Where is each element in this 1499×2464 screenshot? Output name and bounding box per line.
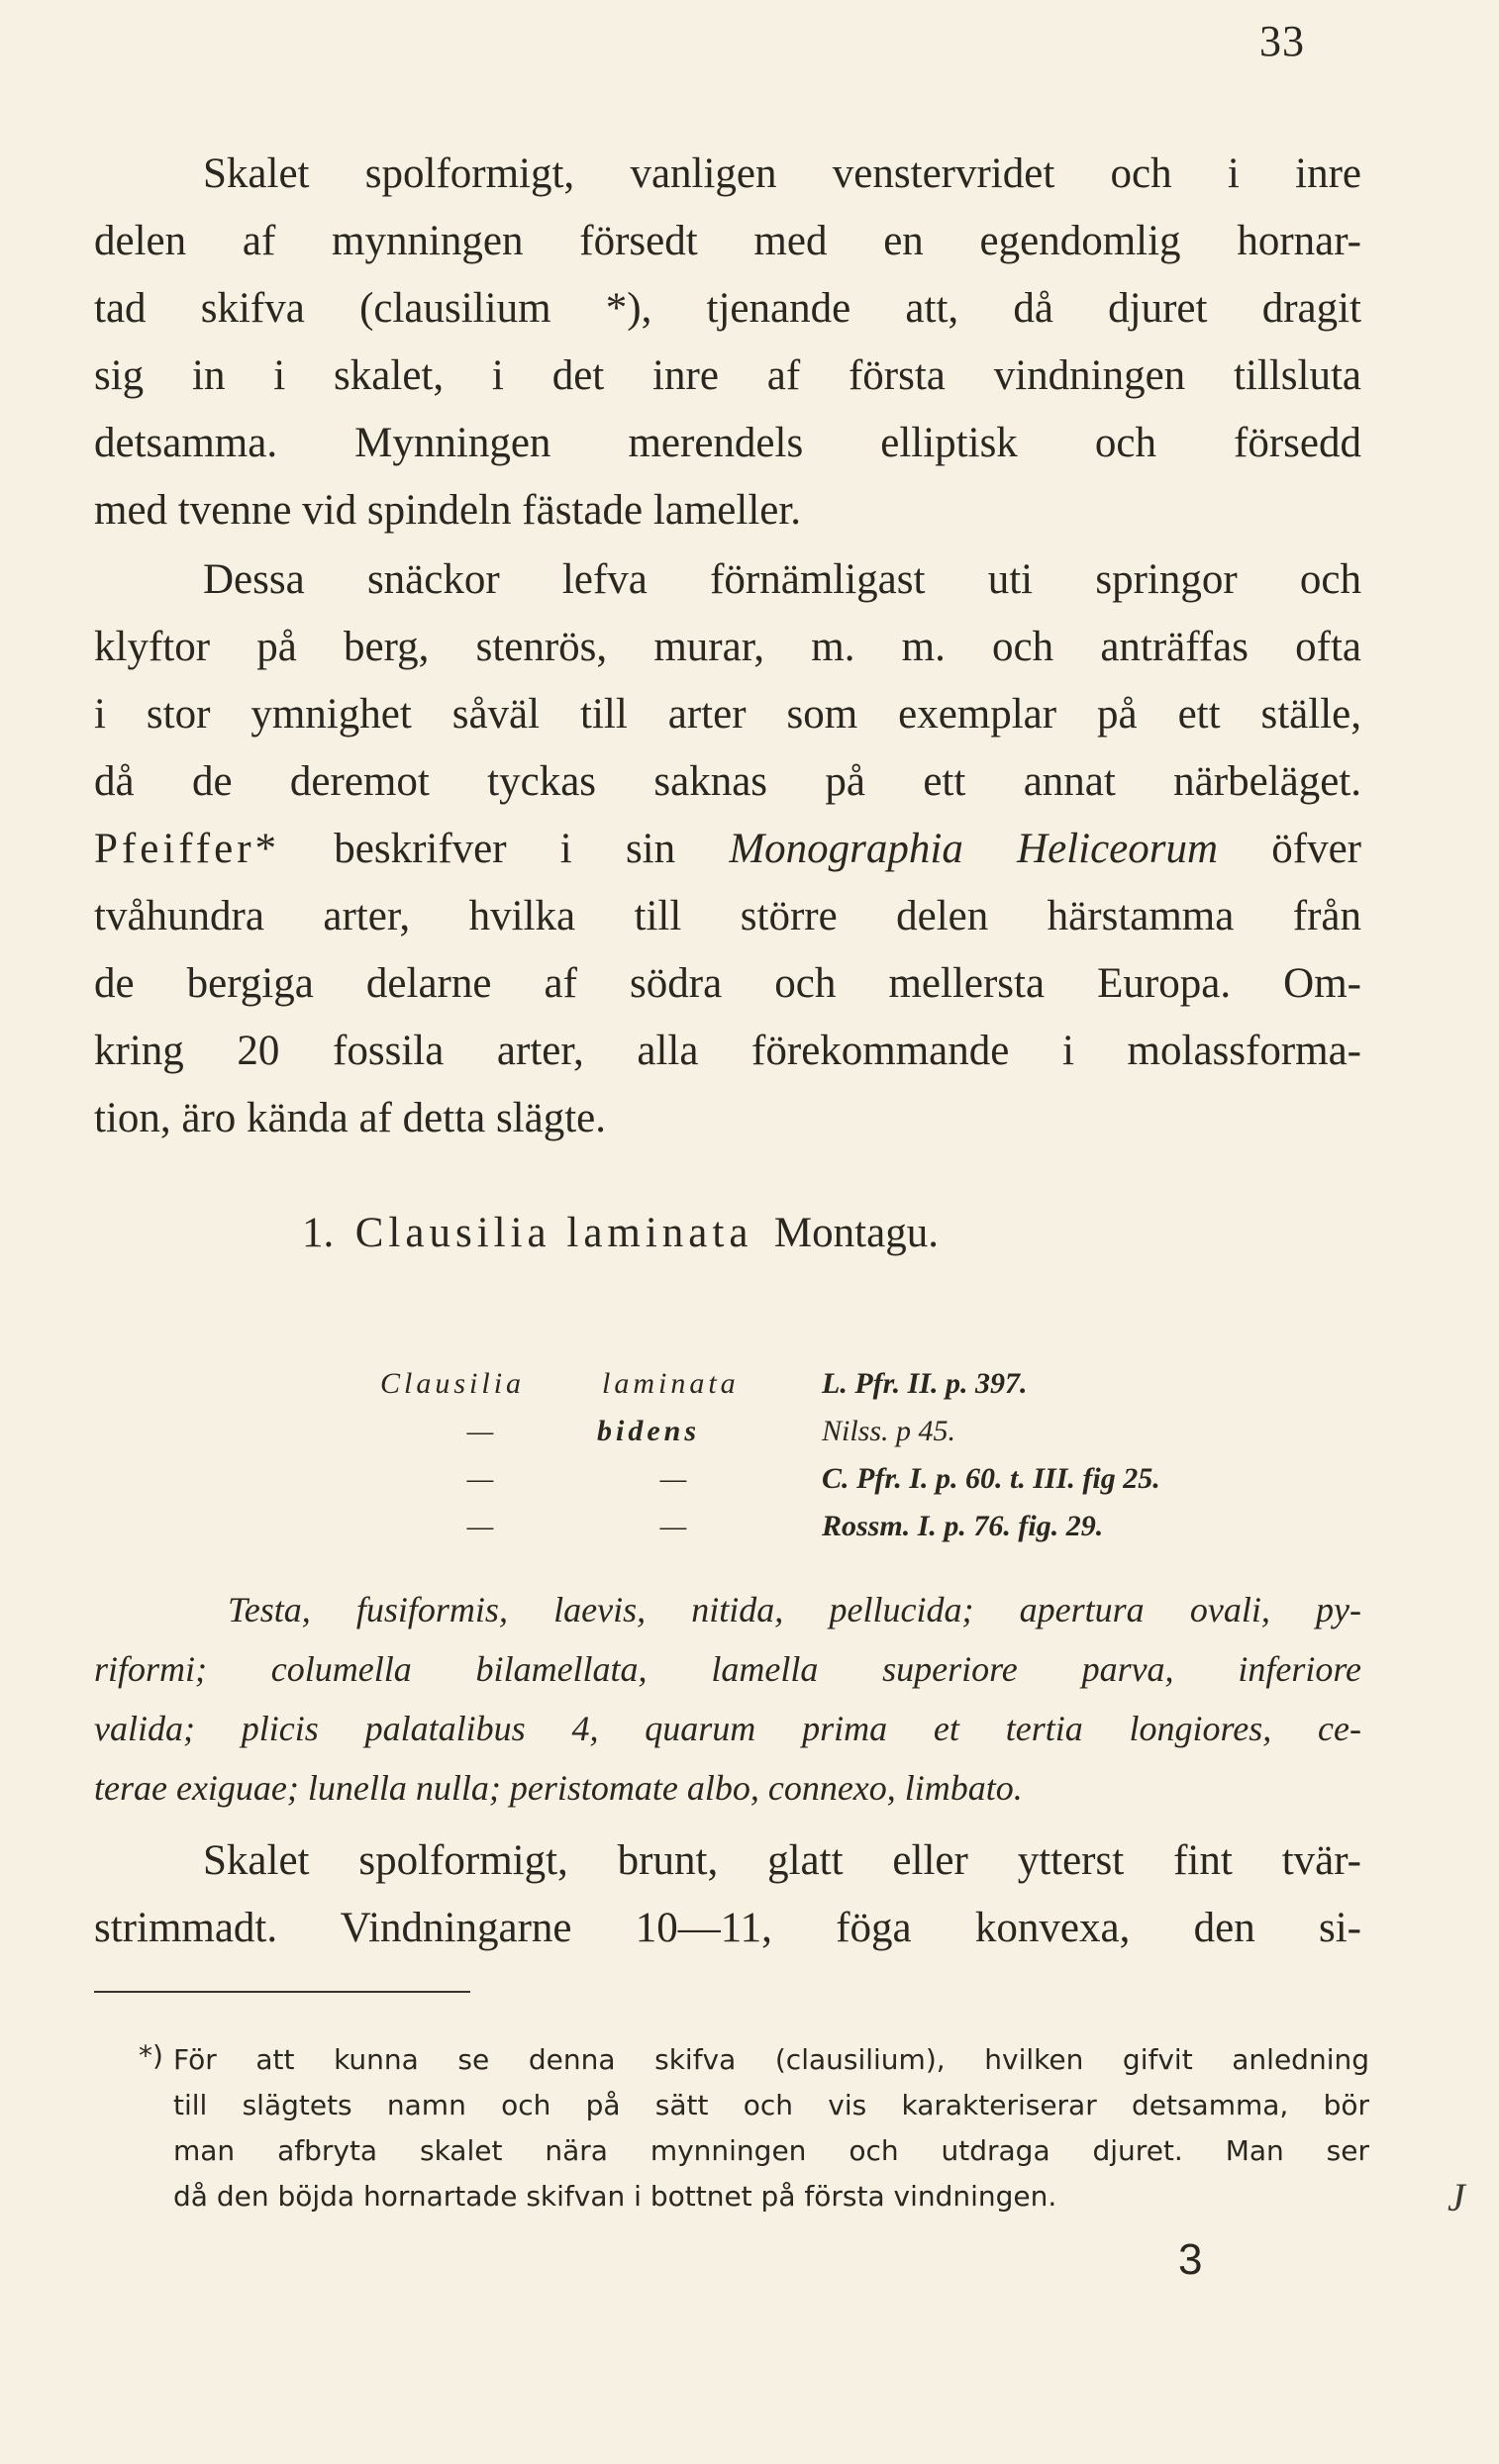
synonym-genus: — — [466, 1415, 494, 1447]
para2-line-6: tvåhundra arter, hvilka till större delen härstamma från — [94, 893, 1361, 939]
para3-line-2: strimmadt. Vindningarne 10—11, föga konvexa, den si- — [94, 1905, 1361, 1951]
monograph-title: Monographia Heliceorum — [729, 826, 1219, 872]
species-number: 1. — [302, 1210, 335, 1256]
latin-line-3: valida; plicis palatalibus 4, quarum prima et tertia longiores, ce- — [94, 1709, 1361, 1748]
para1-line-4: sig in i skalet, i det inre af första vindningen tillsluta — [94, 352, 1361, 399]
species-heading — [302, 1200, 939, 1267]
synonym-ref: Nilss. p 45. — [822, 1415, 956, 1447]
footnote-rule — [94, 1991, 470, 1993]
text-segment: öfver — [1218, 826, 1361, 872]
synonym-genus: — — [466, 1510, 494, 1542]
synonym-ref: L. Pfr. II. p. 397. — [822, 1367, 1028, 1400]
latin-line-4: terae exiguae; lunella nulla; peristomate albo, connexo, limbato. — [94, 1768, 1023, 1808]
latin-line-1: Testa, fusiformis, laevis, nitida, pellucida; apertura ovali, py- — [228, 1590, 1361, 1629]
para1-line-2: delen af mynningen försedt med en egendomlig hornar- — [94, 218, 1361, 264]
para2-line-7: de bergiga delarne af södra och mellersta Europa. Om- — [94, 960, 1361, 1007]
para2-line-9: tion, äro kända af detta slägte. — [94, 1095, 606, 1141]
synonym-ref: C. Pfr. I. p. 60. t. III. fig 25. — [822, 1462, 1160, 1495]
para3-line-1: Skalet spolformigt, brunt, glatt eller ytterst fint tvär- — [203, 1837, 1361, 1884]
footnote-line-1: För att kunna se denna skifva (clausilium), hvilken gifvit anledning — [173, 2043, 1369, 2076]
para1-line-6: med tvenne vid spindeln fästade lameller. — [94, 487, 802, 534]
synonym-ref: Rossm. I. p. 76. fig. 29. — [822, 1510, 1104, 1542]
text-segment: beskrifver i sin — [280, 826, 730, 872]
latin-line-2: riformi; columella bilamellata, lamella superiore parva, inferiore — [94, 1649, 1361, 1689]
footnote-line-2: till slägtets namn och på sätt och vis karakteriserar detsamma, bör — [173, 2089, 1369, 2121]
footnote-line-4: då den böjda hornartade skifvan i bottnet på första vindningen. — [173, 2180, 1057, 2213]
para2-line-2: klyftor på berg, stenrös, murar, m. m. och anträffas ofta — [94, 624, 1361, 670]
para2-line-3: i stor ymnighet såväl till arter som exemplar på ett ställe, — [94, 691, 1361, 738]
para1-line-3: tad skifva (clausilium *), tjenande att, då djuret dragit — [94, 285, 1361, 332]
synonym-epithet: — — [659, 1510, 687, 1542]
signature-mark: 3 — [1178, 2235, 1203, 2284]
page-number: 33 — [1259, 17, 1305, 65]
author-name: Pfeiffer* — [94, 826, 281, 872]
para1-line-5: detsamma. Mynningen merendels elliptisk och försedd — [94, 420, 1361, 466]
synonym-genus: Clausilia — [380, 1367, 526, 1400]
synonym-epithet: — — [659, 1462, 687, 1495]
para2-line-4: då de deremot tyckas saknas på ett annat närbeläget. — [94, 758, 1361, 805]
species-author: Montagu. — [773, 1210, 939, 1256]
para2-line-1: Dessa snäckor lefva förnämligast uti springor och — [203, 556, 1361, 603]
para2-line-5 — [94, 816, 1361, 883]
para1-line-1: Skalet spolformigt, vanligen venstervridet och i inre — [203, 150, 1361, 197]
synonym-epithet: laminata — [602, 1367, 740, 1400]
synonym-epithet: bidens — [597, 1415, 701, 1447]
pencil-annotation: J — [1448, 2175, 1465, 2219]
footnote-mark: *) — [139, 2039, 163, 2072]
footnote-line-3: man afbryta skalet nära mynningen och utdraga djuret. Man ser — [173, 2134, 1369, 2167]
para2-line-8: kring 20 fossila arter, alla förekommande i molassforma- — [94, 1028, 1361, 1074]
species-name: Clausilia laminata — [354, 1210, 753, 1256]
synonym-genus: — — [466, 1462, 494, 1495]
